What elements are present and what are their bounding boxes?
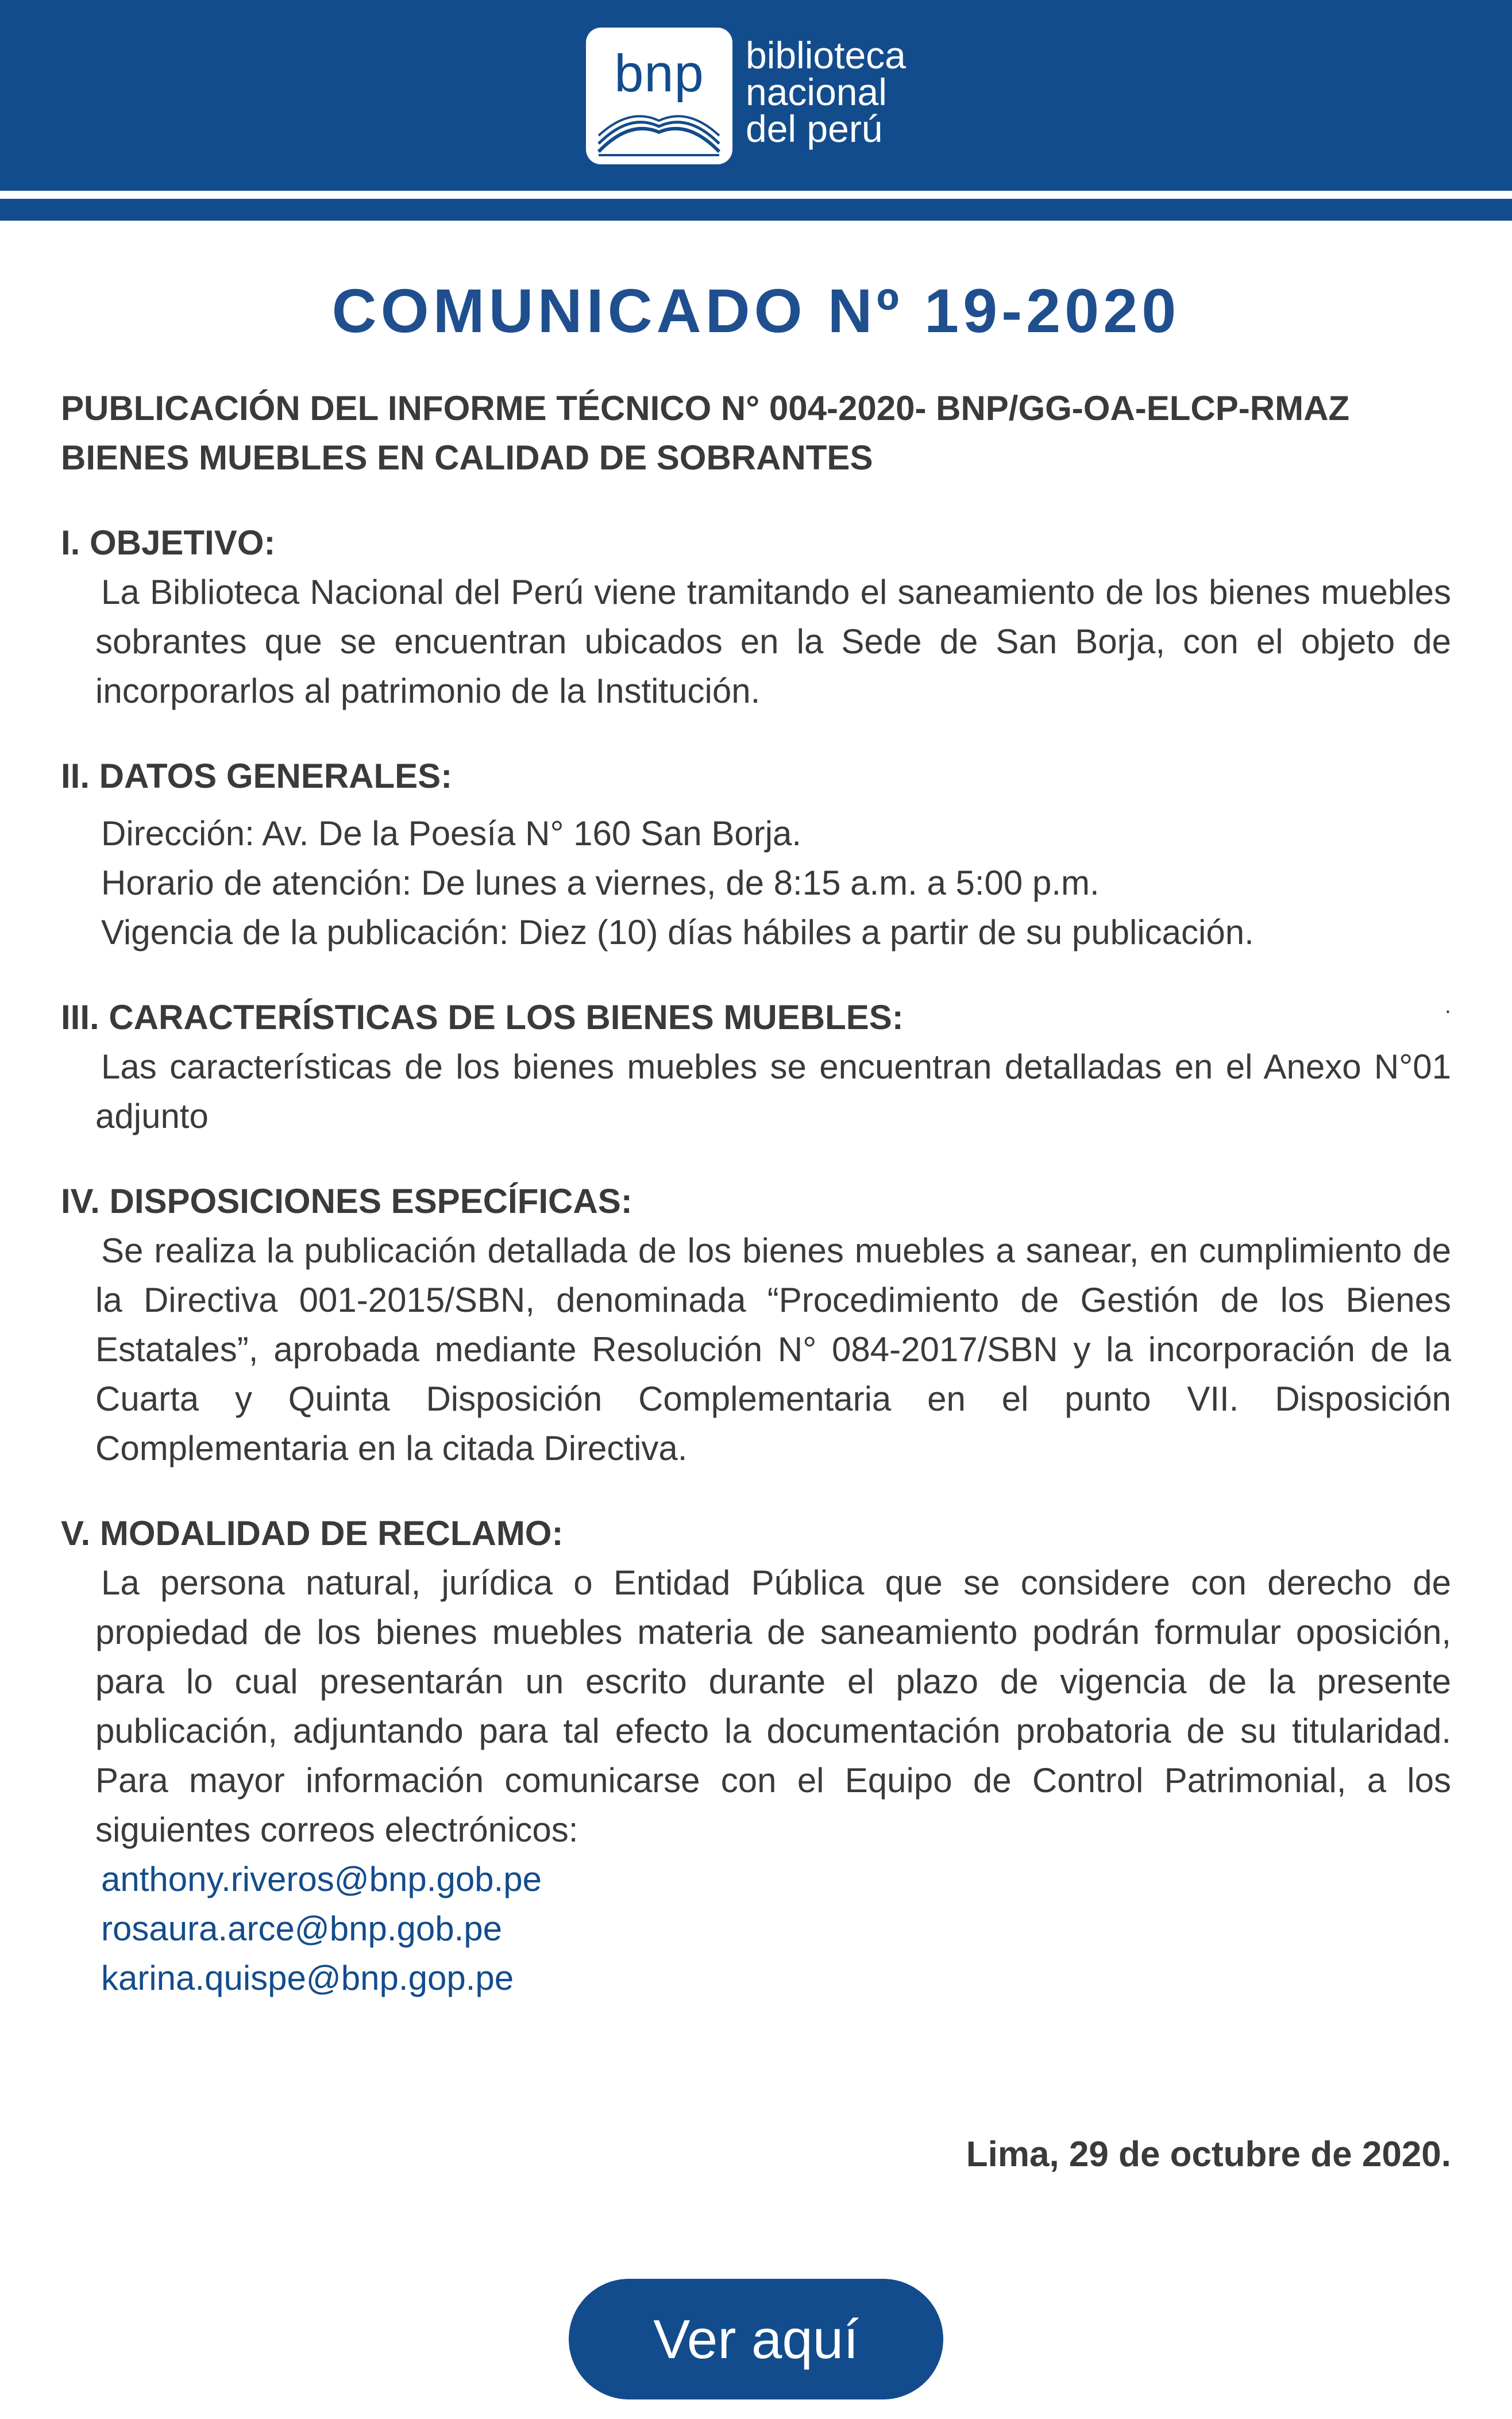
document-body bbox=[61, 384, 1451, 2003]
logo-wordmark bbox=[746, 34, 941, 150]
page-title: COMUNICADO Nº 19-2020 bbox=[331, 276, 1181, 345]
logo-badge bbox=[586, 28, 732, 164]
datos-vigencia: Vigencia de la publicación: Diez (10) días hábiles a partir de su publicación. bbox=[101, 913, 1254, 952]
bnp-logo bbox=[586, 28, 931, 165]
section-heading-objetivo: I. OBJETIVO: bbox=[61, 523, 276, 562]
logo-name-line-3: del perú bbox=[746, 107, 883, 150]
section-text-objetivo: La Biblioteca Nacional del Perú viene tramitando el saneamiento de los bienes muebles sobrantes que se encuentran ubicados en la Sede de San Borja, con el objeto de incorporarlos al patrimonio de la Institución. bbox=[95, 573, 1451, 710]
section-heading-datos: II. DATOS GENERALES: bbox=[61, 757, 453, 795]
stray-dot: . bbox=[1444, 993, 1451, 1018]
datos-horario: Horario de atención: De lunes a viernes, de 8:15 a.m. a 5:00 p.m. bbox=[101, 864, 1100, 902]
header-divider-blue bbox=[0, 199, 1512, 221]
section-text-disposiciones: Se realiza la publicación detallada de los bienes muebles a sanear, en cumplimiento de la Directiva 001-2015/SBN, denominada “Procedimiento de Gestión de los Bienes Estatales”, aprobada mediante Resolución N° 084-2017/SBN y la incorporación de la Cuarta y Quinta Disposición Complementaria en el punto VII. Disposición Complementaria en la citada Directiva. bbox=[95, 1231, 1451, 1467]
email-link[interactable]: anthony.riveros@bnp.gob.pe bbox=[101, 1860, 542, 1898]
logo-name-line-1: biblioteca bbox=[746, 34, 906, 76]
logo-abbr: bnp bbox=[614, 44, 704, 103]
section-heading-caracteristicas: III. CARACTERÍSTICAS DE LOS BIENES MUEBLES: bbox=[61, 998, 904, 1037]
section-text-caracteristicas: Las características de los bienes muebles se encuentran detalladas en el Anexo N°01 adjunto bbox=[95, 1047, 1451, 1135]
subject-line-1: PUBLICACIÓN DEL INFORME TÉCNICO N° 004-2020- BNP/GG-OA-ELCP-RMAZ bbox=[61, 389, 1350, 427]
ver-aqui-button[interactable]: Ver aquí bbox=[569, 2279, 943, 2399]
datos-direccion: Dirección: Av. De la Poesía N° 160 San Borja. bbox=[101, 814, 802, 853]
subject-line-2: BIENES MUEBLES EN CALIDAD DE SOBRANTES bbox=[61, 438, 873, 477]
header-divider-white bbox=[0, 191, 1512, 199]
section-text-reclamo: La persona natural, jurídica o Entidad Pública que se considere con derecho de propiedad de los bienes muebles materia de saneamiento podrán formular oposición, para lo cual presentarán un escrito durante el plazo de vigencia de la presente publicación, adjuntando para tal efecto la documentación probatoria de su titularidad. Para mayor información comunicarse con el Equipo de Control Patrimonial, a los siguientes correos electrónicos: bbox=[95, 1563, 1451, 1849]
document-date: Lima, 29 de octubre de 2020. bbox=[966, 2135, 1451, 2174]
book-swoosh-icon bbox=[595, 107, 723, 159]
email-link[interactable]: rosaura.arce@bnp.gob.pe bbox=[101, 1909, 503, 1948]
logo-name-line-2: nacional bbox=[746, 71, 887, 113]
section-heading-disposiciones: IV. DISPOSICIONES ESPECÍFICAS: bbox=[61, 1182, 632, 1220]
email-link[interactable]: karina.quispe@bnp.gop.pe bbox=[101, 1959, 514, 1997]
section-heading-reclamo: V. MODALIDAD DE RECLAMO: bbox=[61, 1514, 564, 1553]
